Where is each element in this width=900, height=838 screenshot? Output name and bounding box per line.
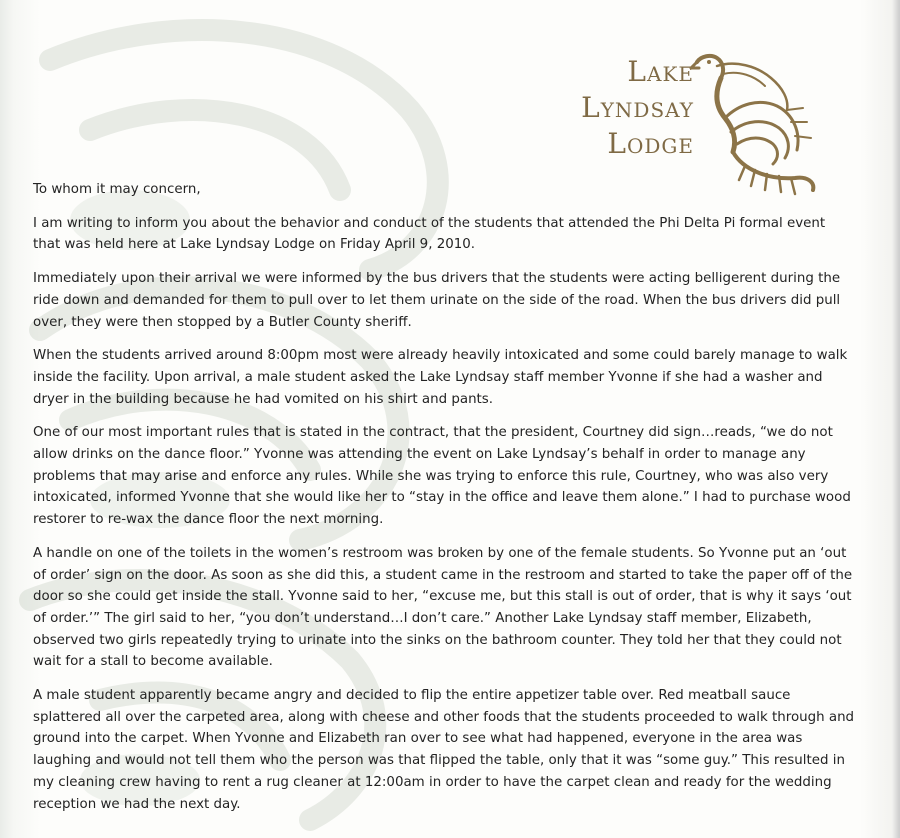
salutation: To whom it may concern, — [33, 182, 201, 197]
paragraph: Immediately upon their arrival we were informed by the bus drivers that the students were acting belligerent during the ride down and demanded for them to pull over to let them urinate on the side of the road. When the bus drivers did pull over, they were then stopped by a Butler County sheriff. — [33, 271, 841, 330]
paragraph: One of our most important rules that is stated in the contract, that the president, Courtney did sign…reads, “we do not allow drinks on the dance floor.” Yvonne was attending the event on Lake Lyndsay’s behalf in order to manage any problems that may arise and enforce any rules. While she was trying to enforce this rule, Courtney, who was also very intoxicated, informed Yvonne that she would like her to “stay in the office and leave them alone.” I had to purchase wood restorer to re-wax the dance floor the next morning. — [33, 425, 851, 528]
letter-body — [33, 179, 855, 827]
paragraph: When the students arrived around 8:00pm most were already heavily intoxicated and some could barely manage to walk inside the facility. Upon arrival, a male student asked the Lake Lyndsay staff member Yvonne if she had a washer and dryer in the building because he had vomited on his shirt and pants. — [33, 348, 848, 407]
swan-logo-icon — [687, 48, 822, 198]
lodge-name — [581, 54, 694, 162]
paragraph: I am writing to inform you about the behavior and conduct of the students that attended the Phi Delta Pi formal event that was held here at Lake Lyndsay Lodge on Friday April 9, 2010. — [33, 215, 826, 253]
lodge-name-line-1: Lake — [627, 55, 694, 88]
lodge-name-line-3: Lodge — [607, 127, 694, 160]
paragraph: A male student apparently became angry and decided to flip the entire appetizer table over. Red meatball sauce splattered all over the carpeted area, along with cheese and other foods that the students proceeded to walk through and ground into the carpet. When Yvonne and Elizabeth ran over to see what had happened, everyone in the area was laughing and would not tell them who the person was that flipped the table, only that it was “some guy.” This resulted in my cleaning crew having to rent a rug cleaner at 12:00am in order to have the carpet clean and ready for the wedding reception we had the next day. — [33, 688, 855, 812]
lodge-name-line-2: Lyndsay — [581, 91, 694, 124]
letterhead — [492, 48, 822, 198]
paragraph: A handle on one of the toilets in the women’s restroom was broken by one of the female students. So Yvonne put an ‘out of order’ sign on the door. As soon as she did this, a student came in the restroom and started to take the paper off of the door so she could get inside the stall. Yvonne said to her, “excuse me, but this stall is out of order, that is why it says ‘out of order.’” The girl said to her, “you don’t understand…I don’t care.” Another Lake Lyndsay staff member, Elizabeth, observed two girls repeatedly trying to urinate into the sinks on the bathroom counter. They told her that they could not wait for a stall to become available. — [33, 545, 853, 670]
